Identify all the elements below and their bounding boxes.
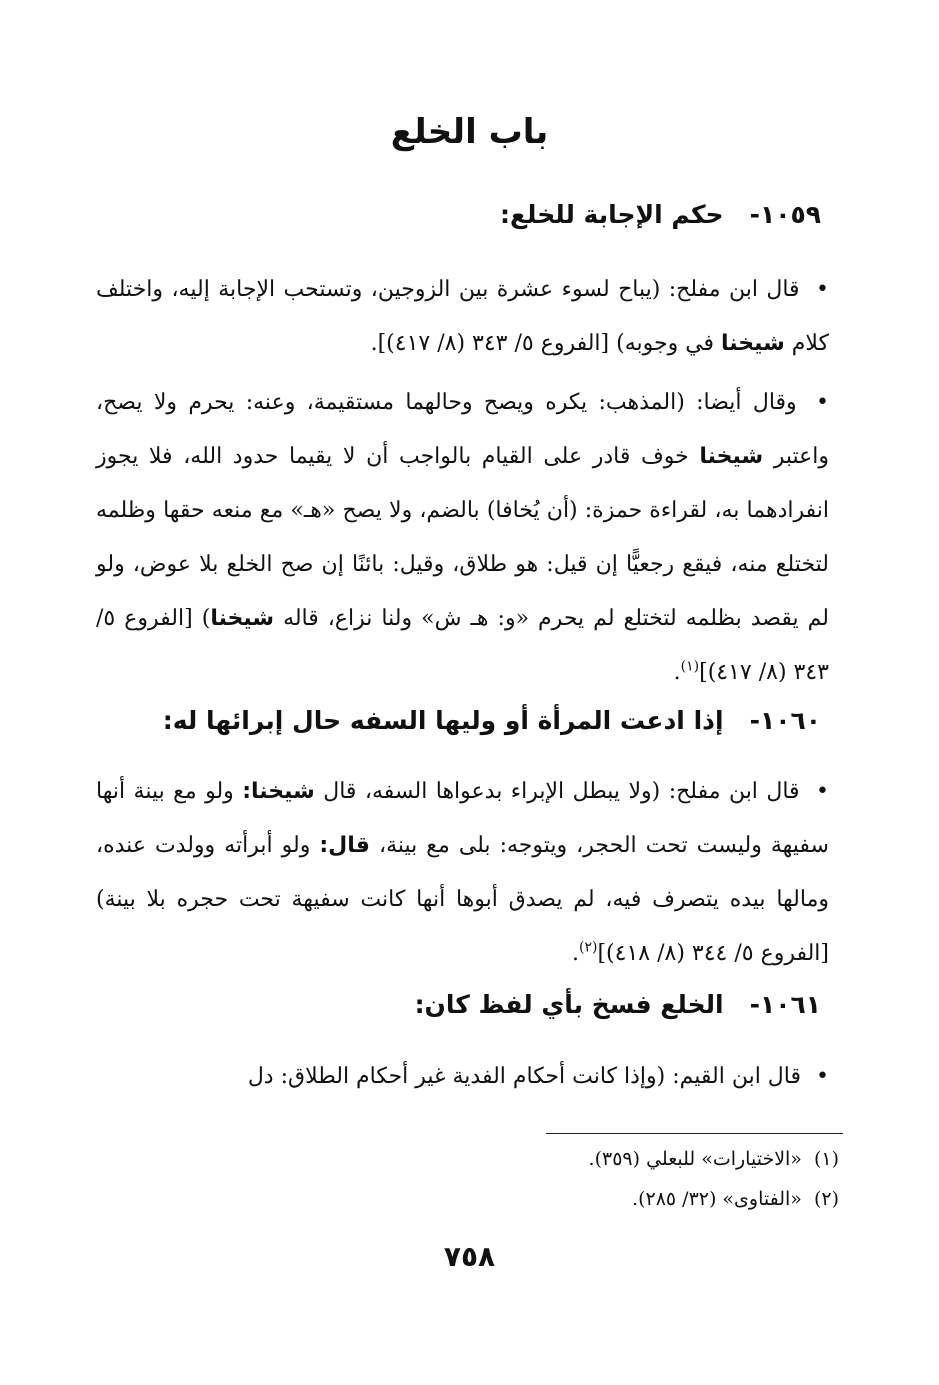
footnote-reference[interactable]: (٢) [578,939,598,956]
section-title: إذا ادعت المرأة أو وليها السفه حال إبرائها له: [162,706,724,735]
footnote-number: (٢) [813,1188,839,1210]
footnote-1 [589,1148,839,1170]
paragraph-1060-1 [96,765,829,981]
paragraph-text: خوف قادر على القيام بالواجب أن لا يقيما حدود الله، فلا يجوز انفرادهما به، لقراءة حمزة: (أن يُخافا) بالضم، ولا يصح «هـ» مع منعه حقها وظلمه لتختلع منه، فيقع رجعيًّا إن قيل: هو طلاق، وقيل: بائنًا إن صح الخلع بلا عوض، ولو لم يقصد بظلمه لتختلع لم يحرم «و: هـ ش» ولنا نزاع، قاله [96,444,829,631]
section-heading-1061 [100,990,821,1019]
footnote-text: «الاختيارات» للبعلي (٣٥٩). [588,1148,802,1170]
footnote-divider [546,1133,843,1134]
emphasis-shaykhuna: شيخنا [210,606,275,631]
emphasis-shaykhuna: شيخنا [699,444,764,469]
page-number: ٧٥٨ [443,1240,496,1273]
section-title: الخلع فسخ بأي لفظ كان: [414,990,724,1019]
paragraph-text: قال ابن مفلح: (يباح لسوء عشرة بين الزوجين، وتستحب الإجابة إليه، واختلف كلام [96,277,829,356]
section-number: ١٠٦٠- [749,706,821,735]
paragraph-text: في وجوبه) [الفروع ٥/ ٣٤٣ (٨/ ٤١٧)]. [370,331,715,356]
footnote-text: «الفتاوى» (٣٢/ ٢٨٥). [632,1188,802,1210]
paragraph-text: ) [الفروع ٥/ ٣٤٣ (٨/ ٤١٧)] [96,606,829,685]
paragraph-1059-1 [96,263,829,371]
paragraph-1061-1 [96,1050,829,1104]
footnote-reference[interactable]: (١) [680,658,700,675]
paragraph-1059-2 [96,376,829,700]
paragraph-text: ولو أبرأته وولدت عنده، ومالها بيده يتصرف فيه، لم يصدق أبوها أنها كانت سفيهة تحت حجره بلا بينة) [الفروع ٥/ ٣٤٤ (٨/ ٤١٨)] [96,833,829,966]
section-title: حكم الإجابة للخلع: [499,200,724,229]
paragraph-text: . [673,660,681,685]
chapter-title: باب الخلع [390,112,549,152]
bullet-icon: • [816,779,830,804]
bullet-icon: • [816,277,829,302]
paragraph-text: قال ابن مفلح: (ولا يبطل الإبراء بدعواها السفه، قال [323,779,800,804]
bullet-icon: • [816,390,829,415]
paragraph-text: . [571,941,579,966]
paragraph-text: وقال أيضا: (المذهب: يكره ويصح وحالهما مستقيمة، وعنه: يحرم ولا يصح، واعتبر [96,390,829,469]
section-number: ١٠٦١- [749,990,821,1019]
bullet-icon: • [816,1064,829,1089]
emphasis-shaykhuna: شيخنا [721,331,785,356]
emphasis-shaykhuna: شيخنا: [242,779,315,804]
paragraph-text: قال ابن القيم: (وإذا كانت أحكام الفدية غير أحكام الطلاق: دل [247,1064,802,1089]
emphasis-qala: قال: [319,833,370,858]
footnote-number: (١) [813,1148,839,1170]
section-number: ١٠٥٩- [749,200,821,229]
section-heading-1060 [100,706,821,735]
footnote-2 [632,1188,839,1210]
paragraph-text: ولو مع بينة أنها سفيهة وليست تحت الحجر، ويتوجه: بلى مع بينة، [96,779,829,858]
section-heading-1059 [100,200,821,229]
